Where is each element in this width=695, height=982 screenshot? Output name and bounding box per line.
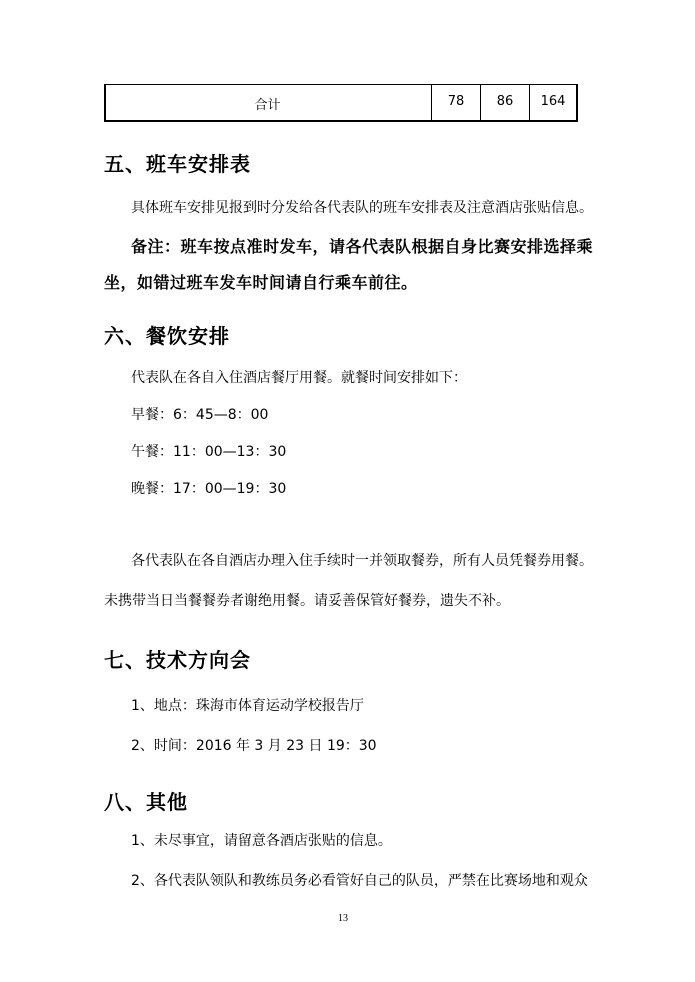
table-border-right xyxy=(576,84,578,122)
list-item: 2、各代表队领队和教练员务必看管好自己的队员，严禁在比赛场地和观众 xyxy=(131,873,588,889)
meal-time: 午餐：11：00—13：30 xyxy=(131,444,287,460)
paragraph: 具体班车安排见报到时分发给各代表队的班车安排表及注意酒店张贴信息。 xyxy=(131,200,593,216)
paragraph: 未携带当日当餐餐券者谢绝用餐。请妥善保管好餐券，遗失不补。 xyxy=(104,593,510,609)
page-number: 13 xyxy=(338,913,348,924)
summary-table xyxy=(104,84,578,122)
note-line: 坐，如错过班车发车时间请自行乘车前往。 xyxy=(104,273,418,292)
list-item: 1、地点：珠海市体育运动学校报告厅 xyxy=(131,698,364,714)
total-value: 86 xyxy=(496,94,514,109)
list-item: 1、未尽事宜，请留意各酒店张贴的信息。 xyxy=(131,833,392,849)
total-value: 164 xyxy=(540,94,566,109)
note-line: 备注：班车按点准时发车，请各代表队根据自身比赛安排选择乘 xyxy=(131,237,594,256)
table-bottom-border xyxy=(104,120,578,122)
section-heading: 六、餐饮安排 xyxy=(104,324,230,348)
section-heading: 八、其他 xyxy=(104,790,188,814)
list-item: 2、时间：2016 年 3 月 23 日 19：30 xyxy=(131,738,377,754)
section-heading: 七、技术方向会 xyxy=(104,648,251,672)
paragraph: 各代表队在各自酒店办理入住手续时一并领取餐券，所有人员凭餐券用餐。 xyxy=(131,553,593,569)
meal-time: 晚餐：17：00—19：30 xyxy=(131,481,287,497)
total-label: 合计 xyxy=(254,98,281,113)
table-top-border xyxy=(104,84,578,85)
paragraph: 代表队在各自入住酒店餐厅用餐。就餐时间安排如下： xyxy=(131,370,467,386)
meal-time: 早餐：6：45—8：00 xyxy=(131,407,269,423)
section-heading: 五、班车安排表 xyxy=(104,152,251,176)
total-value: 78 xyxy=(447,94,465,109)
